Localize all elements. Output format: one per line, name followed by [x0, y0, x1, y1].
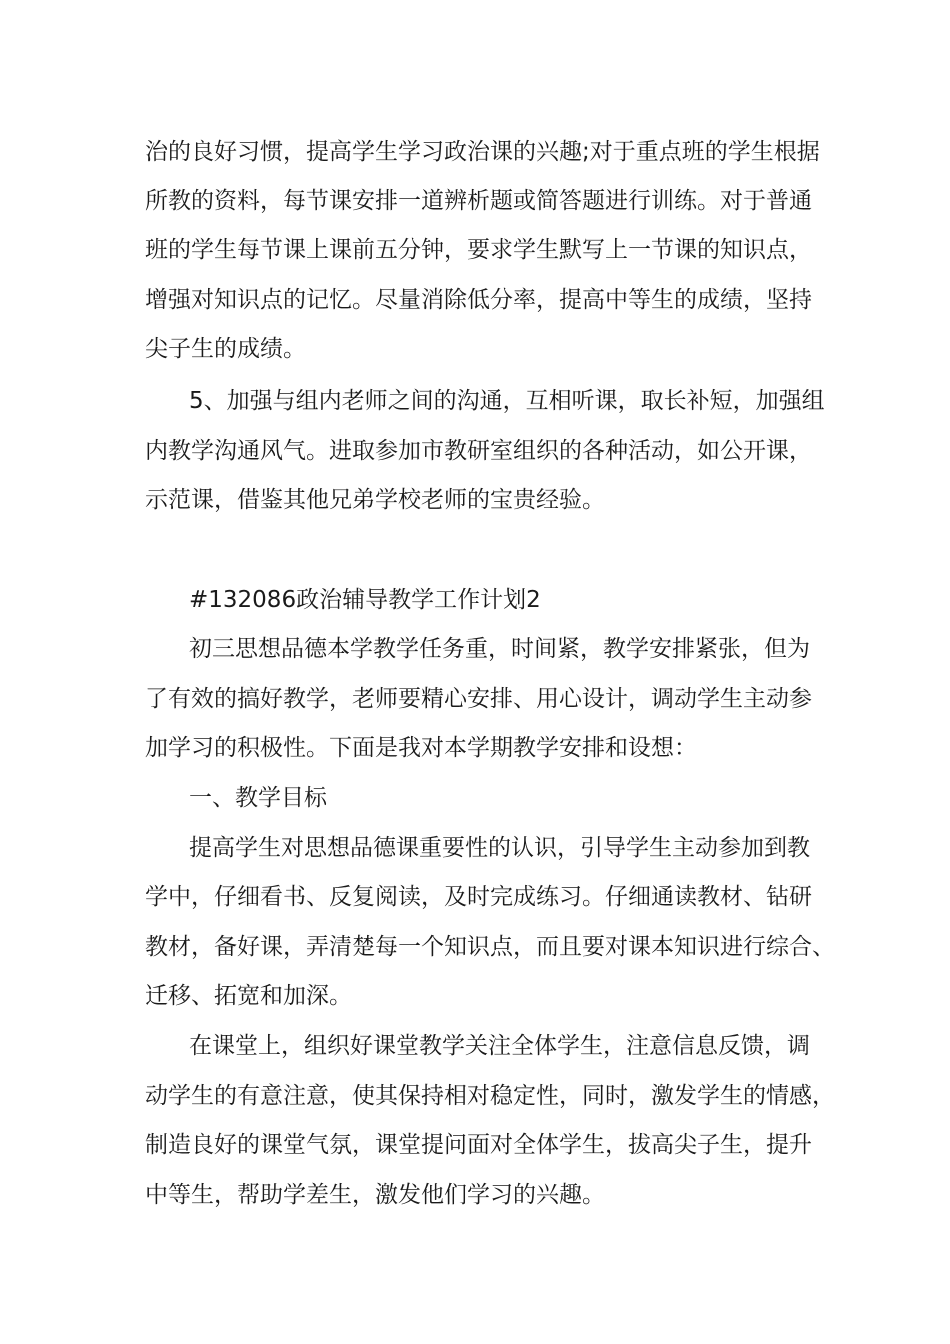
text-line: 初三思想品德本学教学任务重，时间紧，教学安排紧张，但为 [189, 636, 810, 662]
text-line: 学中，仔细看书、反复阅读，及时完成练习。仔细通读教材、钻研 [145, 884, 812, 910]
text-line: 了有效的搞好教学，老师要精心安排、用心设计，调动学生主动参 [145, 686, 812, 712]
text-line: 所教的资料，每节课安排一道辨析题或简答题进行训练。对于普通 [145, 188, 812, 214]
text-line: 动学生的有意注意，使其保持相对稳定性，同时，激发学生的情感， [145, 1083, 835, 1109]
text-line: 增强对知识点的记忆。尽量消除低分率，提高中等生的成绩，坚持 [145, 287, 812, 313]
text-line: 教材，备好课，弄清楚每一个知识点，而且要对课本知识进行综合、 [145, 934, 835, 960]
text-line: 迁移、拓宽和加深。 [145, 983, 352, 1009]
text-line: 治的良好习惯，提高学生学习政治课的兴趣;对于重点班的学生根据 [145, 139, 820, 165]
text-line: 5、加强与组内老师之间的沟通，互相听课，取长补短，加强组 [189, 388, 825, 414]
text-line: 提高学生对思想品德课重要性的认识，引导学生主动参加到教 [189, 835, 810, 861]
text-line: 尖子生的成绩。 [145, 336, 306, 362]
text-line: 示范课，借鉴其他兄弟学校老师的宝贵经验。 [145, 487, 605, 513]
text-line: 制造良好的课堂气氛，课堂提问面对全体学生，拔高尖子生，提升 [145, 1132, 812, 1158]
text-line: 在课堂上，组织好课堂教学关注全体学生，注意信息反馈，调 [189, 1033, 810, 1059]
text-line: 内教学沟通风气。进取参加市教研室组织的各种活动，如公开课， [145, 438, 812, 464]
text-line: 中等生，帮助学差生，激发他们学习的兴趣。 [145, 1182, 605, 1208]
text-line: 加学习的积极性。下面是我对本学期教学安排和设想： [145, 735, 697, 761]
section-heading: #132086政治辅导教学工作计划2 [189, 587, 541, 613]
subsection-heading: 一、教学目标 [189, 785, 327, 811]
text-line: 班的学生每节课上课前五分钟，要求学生默写上一节课的知识点， [145, 237, 812, 263]
